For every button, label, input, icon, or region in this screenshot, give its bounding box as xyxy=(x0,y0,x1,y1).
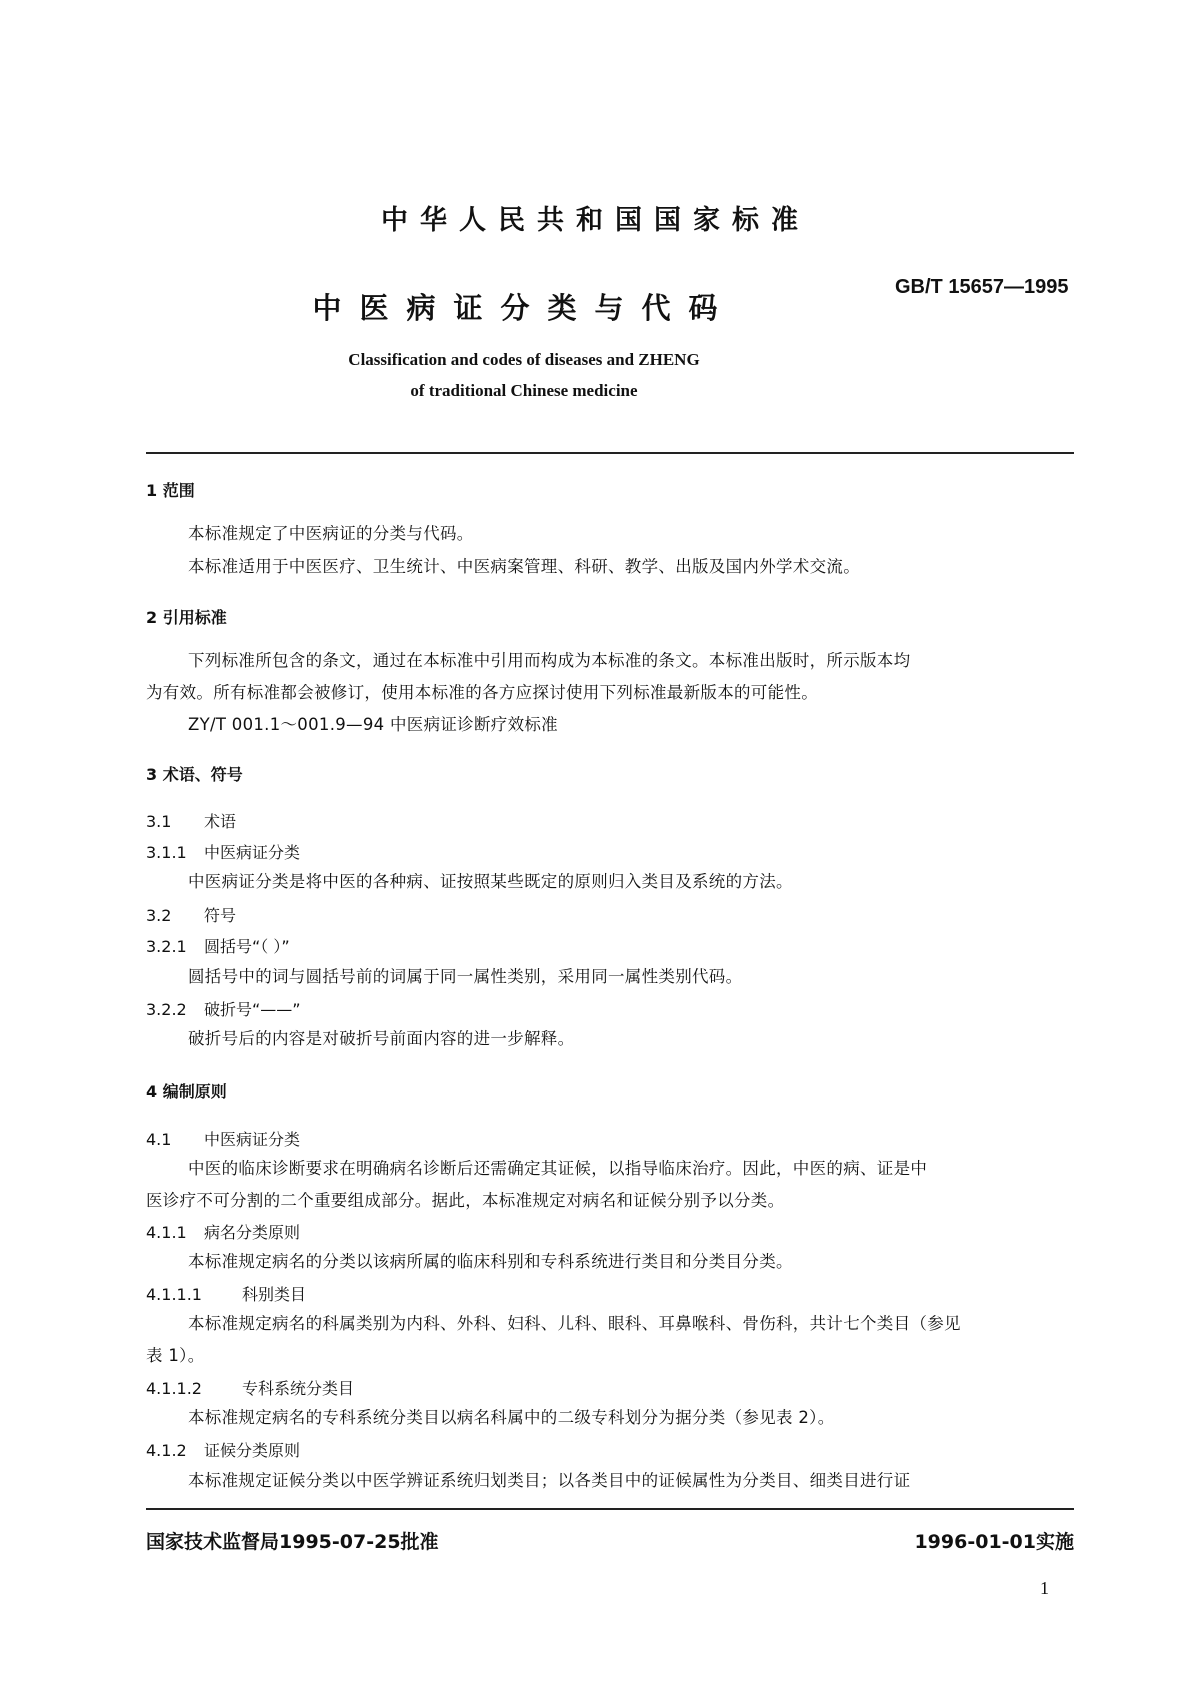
clause-title: 科别类目 xyxy=(242,1285,307,1304)
standard-number: GB/T 15657—1995 xyxy=(895,276,1069,298)
clause-3-1 xyxy=(146,809,236,832)
clause-4-1-text-line2: 医诊疗不可分割的二个重要组成部分。据此，本标准规定对病名和证候分别予以分类。 xyxy=(146,1191,785,1210)
clause-title: 中医病证分类 xyxy=(204,1130,301,1149)
clause-4-1-1-1-text-line2: 表 1）。 xyxy=(146,1346,205,1365)
clause-number: 4.1.1 xyxy=(146,1223,187,1242)
clause-title: 病名分类原则 xyxy=(204,1223,301,1242)
section-1-heading: 1 范围 xyxy=(146,481,195,500)
clause-3-2-1-text: 圆括号中的词与圆括号前的词属于同一属性类别，采用同一属性类别代码。 xyxy=(188,967,743,986)
document-title-cn: 中医病证分类与代码 xyxy=(312,291,736,325)
clause-3-2-2 xyxy=(146,997,301,1020)
clause-number: 3.2.2 xyxy=(146,1000,187,1019)
clause-4-1-2 xyxy=(146,1438,300,1461)
approval-date: 国家技术监督局1995-07-25批准 xyxy=(146,1531,439,1553)
clause-number: 4.1.2 xyxy=(146,1441,187,1460)
clause-title: 圆括号“（ ）” xyxy=(204,937,290,956)
clause-title: 术语 xyxy=(204,812,237,831)
clause-title: 符号 xyxy=(204,906,237,925)
section-2-paragraph-line1: 下列标准所包含的条文，通过在本标准中引用而构成为本标准的条文。本标准出版时，所示版本均 xyxy=(188,651,911,670)
clause-4-1-1-2-text: 本标准规定病名的专科系统分类目以病名科属中的二级专科划分为据分类（参见表 2）。 xyxy=(188,1408,835,1427)
implementation-date: 1996-01-01实施 xyxy=(914,1531,1074,1553)
clause-number: 3.1 xyxy=(146,812,172,831)
clause-title: 破折号“——” xyxy=(204,1000,301,1019)
section-1-paragraph-2: 本标准适用于中医医疗、卫生统计、中医病案管理、科研、教学、出版及国内外学术交流。 xyxy=(188,557,860,576)
clause-number: 3.1.1 xyxy=(146,843,187,862)
section-2-paragraph-line2: 为有效。所有标准都会被修订，使用本标准的各方应探讨使用下列标准最新版本的可能性。 xyxy=(146,683,818,702)
clause-3-2-2-text: 破折号后的内容是对破折号前面内容的进一步解释。 xyxy=(188,1029,575,1048)
national-standard-heading: 中华人民共和国国家标准 xyxy=(381,205,810,236)
clause-number: 4.1.1.1 xyxy=(146,1285,202,1304)
clause-4-1-2-text: 本标准规定证候分类以中医学辨证系统归划类目；以各类目中的证候属性为分类目、细类目进行证 xyxy=(188,1471,911,1490)
section-3-heading: 3 术语、符号 xyxy=(146,765,243,784)
clause-number: 3.2.1 xyxy=(146,937,187,956)
header-divider xyxy=(146,452,1074,454)
footer-divider xyxy=(146,1508,1074,1510)
normative-reference: ZY/T 001.1～001.9—94 中医病证诊断疗效标准 xyxy=(188,715,558,734)
clause-4-1 xyxy=(146,1127,300,1150)
clause-3-2 xyxy=(146,903,236,926)
clause-number: 4.1 xyxy=(146,1130,172,1149)
clause-title: 中医病证分类 xyxy=(204,843,301,862)
clause-4-1-1 xyxy=(146,1220,300,1243)
clause-number: 4.1.1.2 xyxy=(146,1379,202,1398)
section-2-heading: 2 引用标准 xyxy=(146,608,227,627)
clause-4-1-1-2 xyxy=(146,1376,354,1399)
clause-4-1-1-1 xyxy=(146,1282,306,1305)
page-number: 1 xyxy=(1040,1578,1049,1598)
clause-title: 专科系统分类目 xyxy=(242,1379,355,1398)
clause-3-1-1-text: 中医病证分类是将中医的各种病、证按照某些既定的原则归入类目及系统的方法。 xyxy=(188,872,793,891)
clause-number: 3.2 xyxy=(146,906,172,925)
document-title-en-line1: Classification and codes of diseases and ZHENG xyxy=(348,350,700,369)
section-4-heading: 4 编制原则 xyxy=(146,1082,227,1101)
document-title-en-line2: of traditional Chinese medicine xyxy=(410,381,638,400)
clause-4-1-1-text: 本标准规定病名的分类以该病所属的临床科别和专科系统进行类目和分类目分类。 xyxy=(188,1252,793,1271)
clause-4-1-text-line1: 中医的临床诊断要求在明确病名诊断后还需确定其证候，以指导临床治疗。因此，中医的病、证是中 xyxy=(188,1159,928,1178)
clause-4-1-1-1-text-line1: 本标准规定病名的科属类别为内科、外科、妇科、儿科、眼科、耳鼻喉科、骨伤科，共计七个类目（参见 xyxy=(188,1314,961,1333)
clause-3-1-1 xyxy=(146,840,300,863)
clause-title: 证候分类原则 xyxy=(204,1441,301,1460)
section-1-paragraph-1: 本标准规定了中医病证的分类与代码。 xyxy=(188,524,474,543)
clause-3-2-1 xyxy=(146,934,290,957)
